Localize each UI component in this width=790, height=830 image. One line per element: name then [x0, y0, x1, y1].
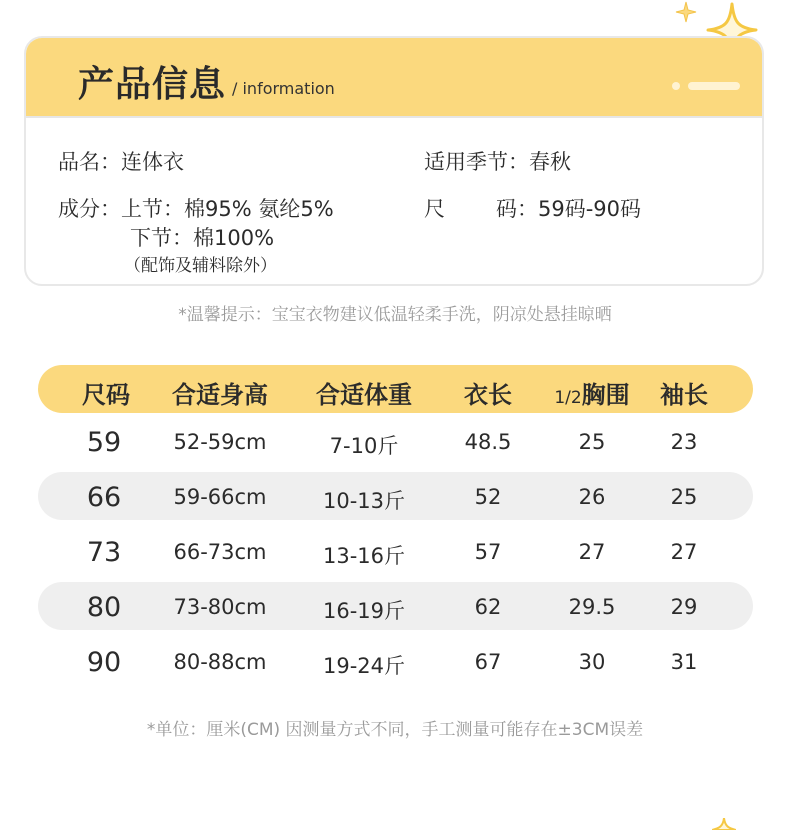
size-label-a: 尺	[424, 197, 445, 221]
decorative-bar	[688, 82, 740, 90]
table-cell-size: 80	[86, 592, 122, 623]
column-header-size: 尺码	[82, 381, 130, 409]
table-cell-size: 59	[86, 427, 122, 458]
table-cell-length: 57	[474, 540, 502, 564]
table-cell-chest: 30	[578, 650, 606, 674]
table-cell-height: 80-88cm	[173, 650, 267, 674]
table-cell-size: 73	[86, 537, 122, 568]
product-material	[58, 193, 334, 223]
page-subtitle: / information	[232, 79, 335, 98]
size-range-value: 59码-90码	[538, 197, 642, 221]
table-cell-sleeve: 29	[670, 595, 698, 619]
table-cell-height: 59-66cm	[173, 485, 267, 509]
table-cell-chest: 25	[578, 430, 606, 454]
table-cell-height: 73-80cm	[173, 595, 267, 619]
table-cell-length: 48.5	[464, 430, 512, 454]
product-info-header	[26, 38, 762, 118]
chest-label: 胸围	[581, 381, 630, 409]
season-value: 春秋	[529, 150, 571, 174]
table-cell-weight: 13-16斤	[322, 544, 406, 568]
table-cell-sleeve: 31	[670, 650, 698, 674]
product-name	[58, 146, 184, 176]
column-header-weight: 合适体重	[316, 381, 412, 409]
table-cell-height: 66-73cm	[173, 540, 267, 564]
table-cell-size: 66	[86, 482, 122, 513]
product-name-label: 品名：	[58, 150, 121, 174]
table-cell-chest: 27	[578, 540, 606, 564]
table-cell-length: 62	[474, 595, 502, 619]
table-cell-length: 52	[474, 485, 502, 509]
season-label: 适用季节：	[424, 150, 529, 174]
material-label: 成分：	[58, 197, 121, 221]
table-cell-sleeve: 27	[670, 540, 698, 564]
table-cell-size: 90	[86, 647, 122, 678]
table-cell-weight: 19-24斤	[322, 654, 406, 678]
material-note: （配饰及辅料除外）	[124, 256, 277, 276]
material-bottom: 下节：棉100%	[130, 226, 275, 250]
page-title: 产品信息	[78, 64, 227, 105]
table-cell-sleeve: 25	[670, 485, 698, 509]
table-cell-weight: 10-13斤	[322, 489, 406, 513]
column-header-sleeve: 袖长	[660, 381, 708, 409]
product-name-value: 连体衣	[121, 150, 184, 174]
product-size-range	[424, 193, 641, 223]
table-cell-sleeve: 23	[670, 430, 698, 454]
table-cell-length: 67	[474, 650, 502, 674]
table-cell-chest: 26	[578, 485, 606, 509]
size-label-b: 码：	[496, 197, 538, 221]
column-header-length: 衣长	[464, 381, 512, 409]
column-header-height: 合适身高	[172, 381, 268, 409]
column-header-chest	[554, 375, 629, 410]
decorative-dot	[672, 82, 680, 90]
sparkle-icon	[712, 818, 736, 830]
table-cell-weight: 7-10斤	[329, 434, 399, 458]
table-cell-chest: 29.5	[568, 595, 616, 619]
table-cell-weight: 16-19斤	[322, 599, 406, 623]
product-season	[424, 146, 571, 176]
chest-prefix: 1/2	[554, 388, 582, 408]
table-cell-height: 52-59cm	[173, 430, 267, 454]
care-tip: *温馨提示：宝宝衣物建议低温轻柔手洗，阴凉处悬挂晾晒	[178, 305, 612, 325]
unit-note: *单位：厘米(CM) 因测量方式不同，手工测量可能存在±3CM误差	[146, 720, 644, 740]
material-top: 上节：棉95% 氨纶5%	[121, 197, 334, 221]
